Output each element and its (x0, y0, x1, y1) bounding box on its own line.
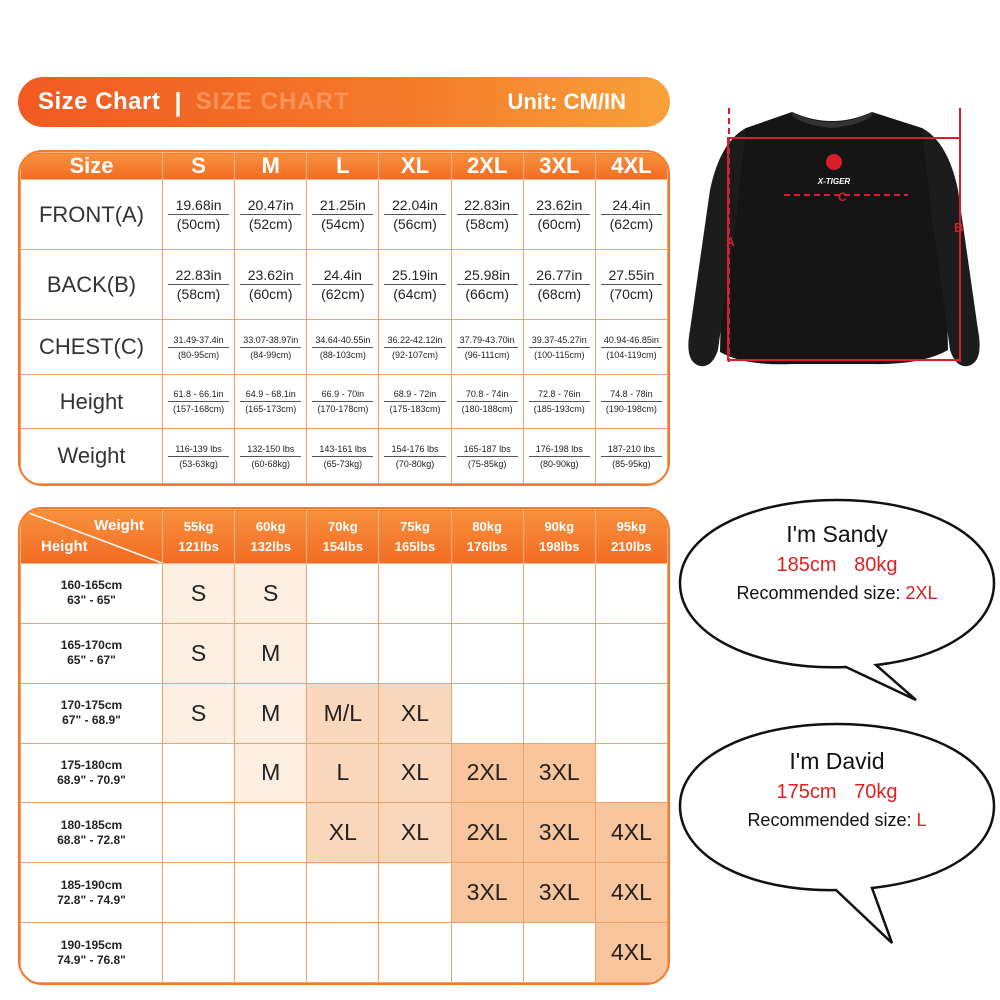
size-cell (523, 250, 595, 320)
size-cell (595, 180, 667, 250)
cell-divider (312, 401, 373, 402)
weight-lbs: 210lbs (611, 538, 652, 554)
recommended-size-cell (307, 923, 379, 983)
size-cell-secondary: (85-95kg) (612, 458, 651, 469)
height-in: 74.9" - 76.8" (57, 952, 126, 967)
size-col-2xl: 2XL (451, 153, 523, 180)
size-cell-secondary: (60cm) (537, 216, 582, 233)
size-cell-secondary: (70cm) (609, 286, 654, 303)
height-cm: 170-175cm (60, 698, 123, 713)
size-cell-secondary: (75-85kg) (467, 458, 507, 469)
rec-row (21, 803, 668, 863)
size-header-row (21, 153, 668, 180)
measure-label-c: C (838, 190, 847, 204)
size-cell-secondary: (66cm) (465, 286, 509, 303)
size-cell (307, 250, 379, 320)
weight-kg: 60kg (255, 518, 286, 534)
cell-divider (168, 456, 229, 457)
height-label (21, 863, 163, 923)
size-measurement-table (18, 150, 670, 486)
size-cell-secondary: (96-111cm) (464, 349, 510, 360)
rec-size: L (916, 810, 927, 830)
size-cell (307, 180, 379, 250)
size-cell-secondary: (65-73kg) (323, 458, 363, 469)
weight-header-row (21, 510, 668, 564)
size-cell-secondary: (56cm) (393, 216, 437, 233)
size-cell (451, 250, 523, 320)
recommended-size-cell (163, 923, 235, 983)
cell-divider (529, 456, 590, 457)
size-cell-primary: 22.04in (392, 197, 438, 214)
recommended-size-cell: 4XL (595, 923, 667, 983)
height-cm: 185-190cm (60, 877, 123, 892)
size-cell-primary: 66.9 - 70in (321, 389, 365, 400)
size-cell (307, 374, 379, 429)
weight-lbs: 198lbs (539, 538, 580, 554)
rec-label: Recommended size: (736, 583, 901, 603)
size-cell (163, 429, 235, 484)
cell-divider (168, 284, 229, 285)
bubble-name: I'm David (789, 748, 885, 774)
size-row (21, 374, 668, 429)
size-cell-primary: 143-161 lbs (319, 443, 367, 454)
bubble-stats (676, 554, 998, 577)
size-cell-primary: 61.8 - 66.1in (173, 389, 224, 400)
size-cell (451, 320, 523, 375)
size-cell (235, 250, 307, 320)
size-cell-primary: 19.68in (175, 197, 222, 214)
recommended-size-cell (379, 564, 451, 624)
recommended-size-cell (235, 923, 307, 983)
size-cell (523, 429, 595, 484)
size-col-s: S (163, 153, 235, 180)
cell-divider (457, 401, 518, 402)
speech-bubble-sandy (676, 495, 998, 705)
recommended-size-cell (595, 564, 667, 624)
cell-divider (457, 214, 518, 215)
size-cell-secondary: (52cm) (248, 216, 293, 233)
size-cell-primary: 26.77in (536, 267, 583, 284)
size-cell-primary: 74.8 - 78in (610, 389, 653, 400)
recommended-size-cell (235, 863, 307, 923)
size-cell-primary: 25.98in (464, 267, 511, 284)
shirt-illustration (672, 100, 1000, 390)
height-label (21, 743, 163, 803)
bubble-weight: 80kg (854, 554, 898, 576)
recommended-size-cell: 3XL (523, 803, 595, 863)
recommended-size-cell: S (163, 623, 235, 683)
size-cell (595, 429, 667, 484)
size-cell (451, 374, 523, 429)
header-separator: | (174, 86, 182, 117)
size-cell-primary: 72.8 - 76in (538, 389, 581, 400)
height-cm: 175-180cm (60, 757, 123, 772)
size-cell-secondary: (175-183cm) (389, 404, 441, 415)
recommended-size-cell (307, 623, 379, 683)
size-cell-secondary: (185-193cm) (533, 404, 585, 415)
size-cell (235, 320, 307, 375)
recommended-size-cell: S (235, 564, 307, 624)
speech-bubble-david (676, 718, 998, 948)
size-cell-primary: 39.37-45.27in (531, 334, 587, 345)
size-cell-primary: 154-176 lbs (391, 443, 439, 454)
size-col-m: M (235, 153, 307, 180)
size-cell-secondary: (58cm) (176, 286, 221, 303)
size-cell (379, 429, 451, 484)
size-cell-secondary: (165-173cm) (245, 404, 297, 415)
size-cell-secondary: (68cm) (537, 286, 582, 303)
size-cell-secondary: (62cm) (321, 286, 365, 303)
recommended-size-cell (379, 923, 451, 983)
size-cell (595, 320, 667, 375)
cell-divider (240, 214, 301, 215)
cell-divider (601, 284, 662, 285)
cell-divider (384, 401, 445, 402)
recommended-size-cell (451, 623, 523, 683)
recommended-size-cell: 3XL (523, 743, 595, 803)
size-col-l: L (307, 153, 379, 180)
size-row-label: Weight (21, 429, 163, 484)
size-cell-primary: 187-210 lbs (607, 443, 655, 454)
rec-row (21, 923, 668, 983)
cell-divider (457, 456, 518, 457)
cell-divider (601, 401, 662, 402)
size-cell-primary: 33.07-38.97in (243, 334, 299, 345)
weight-col-header (235, 510, 307, 564)
unit-label: Unit: CM/IN (507, 89, 626, 114)
height-in: 72.8" - 74.9" (57, 892, 126, 907)
recommended-size-cell (595, 743, 667, 803)
cell-divider (384, 214, 445, 215)
cell-divider (312, 284, 373, 285)
size-cell-secondary: (88-103cm) (319, 349, 366, 360)
cell-divider (529, 284, 590, 285)
recommended-size-cell (523, 923, 595, 983)
cell-divider (601, 456, 662, 457)
size-cell-primary: 132-150 lbs (247, 443, 295, 454)
recommended-size-cell (451, 564, 523, 624)
weight-lbs: 165lbs (394, 538, 436, 554)
recommended-size-cell: S (163, 564, 235, 624)
size-cell-secondary: (80-90kg) (540, 458, 579, 469)
cell-divider (529, 401, 590, 402)
recommended-size-cell: XL (307, 803, 379, 863)
recommended-size-cell (163, 803, 235, 863)
size-cell-primary: 22.83in (175, 267, 222, 284)
recommended-size-cell: 3XL (523, 863, 595, 923)
size-cell (523, 374, 595, 429)
recommended-size-cell: M (235, 743, 307, 803)
height-label (21, 923, 163, 983)
size-cell-primary: 27.55in (608, 267, 655, 284)
cell-divider (240, 347, 301, 348)
cell-divider (384, 347, 445, 348)
size-cell-primary: 24.4in (612, 197, 651, 214)
weight-kg: 95kg (616, 518, 647, 534)
recommended-size-cell (235, 803, 307, 863)
size-cell-secondary: (64cm) (393, 286, 437, 303)
bubble-name: I'm Sandy (786, 521, 888, 547)
size-cell-primary: 70.8 - 74in (465, 389, 509, 400)
size-cell-primary: 68.9 - 72in (393, 389, 437, 400)
size-cell-primary: 34.64-40.55in (315, 334, 371, 345)
weight-lbs: 176lbs (466, 538, 508, 554)
size-cell (595, 250, 667, 320)
measure-label-a: A (726, 235, 735, 249)
weight-lbs: 121lbs (178, 538, 219, 554)
weight-kg: 70kg (328, 518, 358, 534)
long-sleeve-shirt-image (672, 100, 1000, 390)
corner-cell (21, 510, 163, 564)
size-cell (235, 180, 307, 250)
recommended-size-cell (451, 683, 523, 743)
size-cell (451, 429, 523, 484)
height-label (21, 803, 163, 863)
size-cell-secondary: (54cm) (321, 216, 365, 233)
recommended-size-cell: XL (379, 683, 451, 743)
size-cell (379, 250, 451, 320)
rec-row (21, 683, 668, 743)
size-cell (379, 320, 451, 375)
bubble-stats (676, 781, 998, 804)
height-label (21, 564, 163, 624)
size-cell-primary: 176-198 lbs (535, 443, 583, 454)
size-cell-secondary: (60cm) (248, 286, 293, 303)
recommended-size-cell: XL (379, 803, 451, 863)
cell-divider (240, 456, 301, 457)
cell-divider (168, 214, 229, 215)
recommended-size-cell: 2XL (451, 743, 523, 803)
recommended-size-cell (163, 743, 235, 803)
weight-kg: 80kg (472, 518, 502, 534)
size-cell-secondary: (157-168cm) (173, 404, 225, 415)
size-row (21, 429, 668, 484)
size-cell-secondary: (70-80kg) (395, 458, 435, 469)
rec-size: 2XL (905, 583, 938, 603)
cell-divider (384, 284, 445, 285)
recommended-size-cell (307, 863, 379, 923)
size-cell-primary: 40.94-46.85in (603, 334, 659, 345)
cell-divider (457, 284, 518, 285)
recommended-size-cell: M/L (307, 683, 379, 743)
brand-logo-icon (826, 154, 842, 170)
size-cell (163, 180, 235, 250)
recommended-size-cell: 4XL (595, 863, 667, 923)
recommended-size-cell: 3XL (451, 863, 523, 923)
size-row (21, 320, 668, 375)
size-cell-secondary: (58cm) (465, 216, 509, 233)
bubble-weight: 70kg (854, 781, 898, 803)
size-cell (163, 250, 235, 320)
height-in: 65" - 67" (67, 653, 116, 668)
bubble-height: 175cm (776, 781, 837, 803)
cell-divider (529, 214, 590, 215)
size-cell-secondary: (104-119cm) (606, 349, 657, 360)
recommended-size-cell (523, 683, 595, 743)
size-cell-primary: 116-139 lbs (175, 443, 222, 454)
size-cell-primary: 37.79-43.70in (459, 334, 515, 345)
cell-divider (168, 401, 229, 402)
size-cell-primary: 23.62in (536, 197, 583, 214)
size-cell-secondary: (180-188cm) (461, 404, 513, 415)
size-cell-primary: 165-187 lbs (463, 443, 511, 454)
size-cell-primary: 24.4in (323, 267, 362, 284)
size-cell (379, 374, 451, 429)
recommended-size-cell: 4XL (595, 803, 667, 863)
cell-divider (168, 347, 229, 348)
cell-divider (312, 456, 373, 457)
size-cell-secondary: (53-63kg) (179, 458, 218, 469)
rec-row (21, 623, 668, 683)
recommended-size-cell (523, 623, 595, 683)
cell-divider (312, 347, 373, 348)
recommended-size-cell: XL (379, 743, 451, 803)
recommended-size-cell (595, 683, 667, 743)
measure-label-b: B (954, 220, 964, 235)
size-cell-primary: 20.47in (247, 197, 294, 214)
cell-divider (384, 456, 445, 457)
weight-col-header (451, 510, 523, 564)
cell-divider (457, 347, 518, 348)
weight-kg: 75kg (400, 518, 430, 534)
weight-col-header (379, 510, 451, 564)
recommended-size-cell (379, 863, 451, 923)
cell-divider (240, 401, 301, 402)
weight-col-header (595, 510, 667, 564)
height-in: 67" - 68.9" (62, 713, 121, 728)
size-cell-primary: 21.25in (319, 197, 366, 214)
brand-text: X-TIGER (817, 177, 851, 186)
height-cm: 160-165cm (60, 578, 123, 593)
recommended-size-cell (163, 863, 235, 923)
size-cell-primary: 23.62in (247, 267, 294, 284)
size-row (21, 250, 668, 320)
bubble-recommendation (676, 810, 998, 831)
recommended-size-cell (595, 623, 667, 683)
size-col-4xl: 4XL (595, 153, 667, 180)
size-cell-primary: 31.49-37.4in (173, 334, 224, 345)
size-row (21, 180, 668, 250)
size-cell (235, 429, 307, 484)
size-cell-primary: 36.22-42.12in (387, 334, 443, 345)
recommended-size-cell (523, 564, 595, 624)
recommended-size-cell: M (235, 623, 307, 683)
height-cm: 190-195cm (60, 937, 123, 952)
cell-divider (601, 214, 662, 215)
weight-kg: 90kg (544, 518, 575, 534)
height-in: 68.8" - 72.8" (57, 832, 126, 847)
header-subtitle: SIZE CHART (195, 88, 350, 115)
size-cell (451, 180, 523, 250)
recommended-size-cell: 2XL (451, 803, 523, 863)
size-col-3xl: 3XL (523, 153, 595, 180)
weight-col-header (163, 510, 235, 564)
cell-divider (240, 284, 301, 285)
size-col-xl: XL (379, 153, 451, 180)
size-cell-secondary: (84-99cm) (250, 349, 292, 360)
cell-divider (529, 347, 590, 348)
size-cell (595, 374, 667, 429)
height-label (21, 623, 163, 683)
cell-divider (601, 347, 662, 348)
size-cell (523, 320, 595, 375)
size-row-label: FRONT(A) (21, 180, 163, 250)
size-cell-primary: 64.9 - 68.1in (245, 389, 296, 400)
size-row-label: BACK(B) (21, 250, 163, 320)
recommended-size-cell (451, 923, 523, 983)
bubble-height: 185cm (776, 554, 837, 576)
recommended-size-cell: M (235, 683, 307, 743)
height-in: 63" - 65" (67, 593, 116, 608)
corner-height-label: Height (41, 538, 88, 555)
weight-col-header (523, 510, 595, 564)
header-title: Size Chart (38, 88, 161, 115)
cell-divider (312, 214, 373, 215)
size-cell-secondary: (170-178cm) (317, 404, 369, 415)
size-cell-secondary: (92-107cm) (391, 349, 438, 360)
size-cell (163, 374, 235, 429)
height-in: 68.9" - 70.9" (57, 772, 126, 787)
size-row-label: Height (21, 374, 163, 429)
size-cell (235, 374, 307, 429)
size-chart-header (18, 77, 670, 127)
recommended-size-cell (307, 564, 379, 624)
height-label (21, 683, 163, 743)
corner-weight-label: Weight (94, 517, 144, 534)
size-cell-secondary: (190-198cm) (605, 404, 657, 415)
size-cell (379, 180, 451, 250)
bubble-recommendation (676, 583, 998, 604)
size-cell (307, 429, 379, 484)
size-row-label: CHEST(C) (21, 320, 163, 375)
size-cell-primary: 25.19in (392, 267, 438, 284)
size-header-label: Size (21, 153, 163, 180)
size-cell (163, 320, 235, 375)
rec-row (21, 863, 668, 923)
size-cell-secondary: (60-68kg) (251, 458, 290, 469)
size-cell-secondary: (50cm) (176, 216, 221, 233)
weight-kg: 55kg (183, 518, 214, 534)
rec-row (21, 743, 668, 803)
height-cm: 180-185cm (60, 817, 123, 832)
height-cm: 165-170cm (60, 638, 123, 653)
size-cell (307, 320, 379, 375)
size-cell-secondary: (62cm) (609, 216, 654, 233)
recommended-size-cell: S (163, 683, 235, 743)
weight-lbs: 132lbs (250, 538, 291, 554)
recommended-size-cell (379, 623, 451, 683)
size-cell-secondary: (80-95cm) (178, 349, 220, 360)
weight-col-header (307, 510, 379, 564)
size-cell-primary: 22.83in (464, 197, 511, 214)
weight-lbs: 154lbs (322, 538, 364, 554)
rec-label: Recommended size: (747, 810, 912, 830)
rec-row (21, 564, 668, 624)
recommended-size-cell: L (307, 743, 379, 803)
size-recommendation-table (18, 507, 670, 985)
size-cell-secondary: (100-115cm) (534, 349, 585, 360)
size-cell (523, 180, 595, 250)
